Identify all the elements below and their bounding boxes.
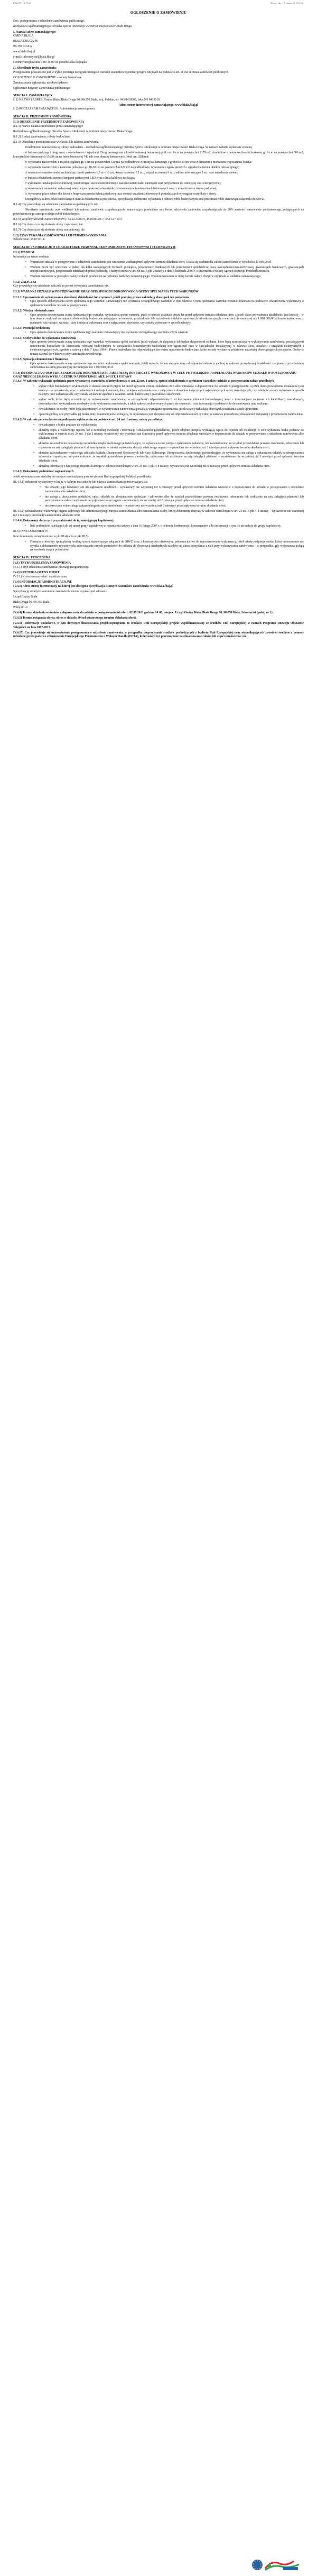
text-block: Szczegółowy zakres robót budowlanych określa dokumentacja projektowa, specyfikacje techniczne wykonania i odbioru robót budowlanych oraz przedmiar robót stanowiące załączniki do SIWZ. [25,198,265,201]
text-block: • Wadium może być wnoszone w jednej lub kilku następujących formach: pieniądzu, poręczeniach bankowych lub poręczeniach spółdzielczej kasy oszczędnościowo-kredytowej, gwarancjach bankowych, gwarancjach ubezpieczeniowych, poręczeniach udzielanych przez podmioty, o których mowa w art. 6b ust. 5 pkt 2 ustawy z dnia 9 listopada 2000 r. o utworzeniu Polskiej Agencji Rozwoju Przedsiębiorczości. [13,266,304,274]
text-block: Inne dokumenty niewymienione w pkt III.4) albo w pkt III.5) [13,535,89,538]
text-block: • Wadium wnoszone w pieniądzu należy wpłacić przelewem na rachunek bankowy zamawiającego. Wadium wnoszone w innej formie należy złożyć w oryginale w siedzibie zamawiającego. [13,275,304,279]
text-block: • lista podmiotów należących do tej samej grupy kapitałowej w rozumieniu ustawy z dnia 16 lutego 2007 r. o ochronie konkurencji i konsumentów albo informacji o tym, że nie należy do grupy kapitałowej; [13,525,304,529]
prow-logo-icon [251,2558,301,2572]
text-block: IV.1.1) Tryb udzielenia zamówienia: przetarg nieograniczony. [13,565,89,569]
text-block: e-mail: inkwestycje@biala.fbaj.pl [13,56,55,59]
text-block: II.1.4) Czy przewiduje się udzielenie zamówień uzupełniających: tak. [13,203,99,207]
text-block: II.1) OKREŚLENIE PRZEDMIOTU ZAMÓWIENIA [13,121,84,124]
text-block: Biała Druga 96, 98-350 Biała [13,601,50,604]
text-block: SEKCJA III: INFORMACJE O CHARAKTERZE PRAWNYM, EKONOMICZNYM, FINANSOWYM I TECHNICZNYM [13,245,175,249]
text-block: Pokój nr 14 [13,606,28,610]
text-block: III.3.5) Sytuacja ekonomiczna i finansowa [13,358,69,362]
text-block: II.1.3) Określenie przedmiotu oraz wielkości lub zakresu zamówienia: [13,141,100,144]
text-block: Specyfikację istotnych warunków zamówienia można uzyskać pod adresem: [13,590,107,593]
text-block: IV.1) TRYB UDZIELENIA ZAMÓWIENIA [13,562,71,565]
text-block: IV.4.16) Informacje dodatkowe, w tym dotyczące finansowania projektu/programu ze środków Unii Europejskiej: projekt współfinansowany ze środków Unii Europejskiej w ramach Programu Rozwoju Obszarów Wiejskich na lata 2007-2013. [13,622,304,629]
text-block: • Opis sposobu dokonywania oceny spełniania tego warunku: zamawiający nie wyznacza szczegółowego warunku w tym zakresie. Ocena spełniania warunku zostanie dokonana na podstawie oświadczenia wykonawcy o spełnianiu warunków udziału w postępowaniu. [13,300,304,308]
text-block: IV.4.17) Czy przewiduje się unieważnienie postępowania o udzielenie zamówienia, w przypadku nieprzyznania środków pochodzących z budżetu Unii Europejskiej oraz niepodlegających zwrotowi środków z pomocy udzielonej przez państwa członkowskie Europejskiego Porozumienia o Wolnym Handlu (EFTA), które miały być przeznaczone na sfinansowanie całości lub części zamówienia: nie. [13,631,304,639]
text-block: • wykaz robót budowlanych wykonanych w okresie ostatnich pięciu lat przed upływem terminu składania ofert albo wniosków o dopuszczenie do udziału w postępowaniu, a jeżeli okres prowadzenia działalności jest krótszy – w tym okresie, wraz z podaniem ich rodzaju i wartości, daty i miejsca wykonania oraz z załączeniem dowodów dotyczących najważniejszych robót, określających, czy roboty te zostały wykonane w sposób należyty oraz wskazujących, czy zostały wykonane zgodnie z zasadami sztuki budowlanej i prawidłowo ukończone; [13,385,304,397]
text-block: II.2) CZAS TRWANIA ZAMÓWIENIA LUB TERMIN WYKONANIA: [13,234,108,237]
text-block: Adres strony internetowej zamawiającego: www.biala.fbaj.pl [118,103,199,107]
text-block: • oświadczenie, że osoby, które będą uczestniczyć w wykonywaniu zamówienia, posiadają wymagane uprawnienia, jeżeli ustawy nakładają obowiązek posiadania takich uprawnień; [13,408,304,412]
text-block: I. Nazwa i adres zamawiającego: [13,30,56,34]
text-block: Godziny urzędowania 7:00-15:00 od poniedziałku do piątku [13,61,87,65]
text-block: SEKCJA II: PRZEDMIOT ZAMÓWIENIA [13,115,71,118]
text-block: III.3.4) Osoby zdolne do wykonania zamówienia [13,336,77,340]
text-block: BIAŁA DRUGA 96 [13,40,38,43]
text-block: Zamieszczanie ogłoszenia: nieobowiązkowe. [13,81,69,85]
text-block: SEKCJA IV: PROCEDURA [13,556,51,559]
text-block: IV.4.4) Termin składania wniosków o dopuszczenie do udziału w postępowaniu lub ofert: 02.07.2013 godzina 10:00, miejsce: Urząd Gminy Biała, Biała Druga 96, 98-350 Biała, Sekretariat (pokój nr 1). [13,611,274,615]
text-block: • nie zalega z uiszczaniem podatków, opłat, składek na ubezpieczenie społeczne i zdrowotne albo że uzyskał przewidziane prawem zwolnienie, odroczenie lub rozłożenie na raty zaległych płatności lub wstrzymanie w całości wykonania decyzji właściwego organu – wystawiony nie wcześniej niż 3 miesiące przed upływem terminu składania ofert; [13,495,304,503]
text-block: Jeżeli wykonawca ma siedzibę lub miejsce zamieszkania poza terytorium Rzeczypospolitej Polskiej, przedkłada: [13,475,152,479]
text-block: GMINA BIAŁA [13,34,34,38]
text-block: IV.4) INFORMACJE ADMINISTRACYJNE [13,581,72,584]
text-block: • oświadczenie o braku podstaw do wykluczenia; [13,424,304,428]
text-block: Postępowanie prowadzone jest w trybie przetargu nieograniczonego o wartości szacunkowej poniżej progów unijnych na podstawie art. 11 ust. 8 Prawa zamówień publicznych. [13,70,229,74]
text-block: Zakończenie: 15.07.2014. [13,238,45,242]
text-block: III.3.3) Potencjał techniczny [13,327,50,330]
text-block: IV.2.1) Kryteria oceny ofert: najniższa cena. [13,575,68,578]
text-block: III.4.3.2) zaświadczenie właściwego organu sądowego lub administracyjnego miejsca zamieszkania albo zamieszkania osoby, której dokumenty dotyczą, w zakresie określonym w art. 24 ust. 1 pkt 4-8 ustawy – wystawione nie wcześniej niż 6 miesięcy przed upływem terminu składania ofert. [13,510,304,517]
text-block: • aktualne zaświadczenie właściwego oddziału Zakładu Ubezpieczeń Społecznych lub Kasy Rolniczego Ubezpieczenia Społecznego potwierdzające, że wykonawca nie zalega z opłacaniem składek na ubezpieczenia zdrowotne i społeczne, lub potwierdzenie, że uzyskał przewidziane prawem zwolnienie, odroczenie lub rozłożenie na raty zaległych płatności – wystawione nie wcześniej niż 3 miesiące przed upływem terminu składania ofert; [13,452,304,464]
text-block: • opłaconą polisę, a w przypadku jej braku, inny dokument potwierdzający, że wykonawca jest ubezpieczony od odpowiedzialności cywilnej w zakresie prowadzonej działalności związanej z przedmiotem zamówienia. [13,413,304,417]
text-block: • Opis sposobu dokonywania oceny spełniania tego warunku: wykonawca spełni warunek, jeżeli wykaże, że dysponuje lub będzie dysponował osobami, które będą uczestniczyć w wykonywaniu zamówienia, posiadającymi uprawnienia budowlane do kierowania robotami budowlanymi w specjalności konstrukcyjno-budowlanej bez ograniczeń oraz w specjalności instalacyjnej w zakresie sieci, instalacji i urządzeń elektrycznych i elektroenergetycznych, zgodnie z ustawą z dnia 7 lipca 1994 r. Prawo budowlane lub odpowiadające im ważne uprawnienia budowlane, które zostały wydane na podstawie wcześniej obowiązujących przepisów. Osoby te muszą należeć do właściwej izby samorządu zawodowego. [13,341,304,356]
document-date: Biała, dn. 17 czerwca 2013 r. [271,2,304,5]
text-block: g/ wykonanie i ustawienie zadaszonej wiaty wypoczynkowej o konstrukcji drewnianej na fundamentach betonowych wraz z utwardzeniem terenu pod wiatą; [25,187,218,191]
text-block: OGŁOSZENIE O ZAMÓWIENIU – roboty budowlane [13,76,82,79]
text-block: III.4.2) W zakresie potwierdzenia niepodlegania wykluczeniu na podstawie art. 24 ust. 1 ustawy, należy przedłożyć: [13,418,164,421]
text-block: III.6) INNE DOKUMENTY [13,529,49,533]
text-block: • nie otwarto jego likwidacji ani nie ogłoszono upadłości – wystawiony nie wcześniej niż 6 miesięcy przed upływem terminu składania wniosków o dopuszczenie do udziału w postępowaniu o udzielenie zamówienia albo składania ofert; [13,486,304,494]
text-block: III.2) ZALICZKI [13,280,36,284]
text-block: Rozbudowa ogólnodostępnego Ośrodka Sportu i Rekreacji w centrum miejscowości Biała Druga [13,25,132,29]
text-block: III.4) INFORMACJA O OŚWIADCZENIACH LUB DOKUMENTACH, JAKIE MAJĄ DOSTARCZYĆ WYKONAWCY W CELU POTWIERDZENIA SPEŁNIANIA WARUNKÓW UDZIAŁU W POSTĘPOWANIU ORAZ NIEPODLEGANIA WYKLUCZENIU NA PODSTAWIE ART. 24 UST. 1 USTAWY [13,371,296,379]
text-block: • aktualną informację z Krajowego Rejestru Karnego w zakresie określonym w art. 24 ust. 1 pkt 4-8 ustawy, wystawioną nie wcześniej niż 6 miesięcy przed upływem terminu składania ofert. [13,465,304,469]
text-block: Czy przewiduje się udzielenie zaliczek na poczet wykonania zamówienia: nie. [13,284,109,288]
text-block: I. 2) RODZAJ ZAMAWIAJĄCEGO: Administracja samorządowa. [13,107,96,111]
text-block: Urząd Gminy Biała [13,595,38,599]
document-body [13,20,304,639]
text-block: b/ wykonanie nawierzchni z mączki ceglanej gr. 5 cm na powierzchni 510 m2 na podbudowie z kruszywa łamanego o grubości 20 cm wraz z drenażem i montażem wyposażenia boiska; [25,160,252,164]
text-block: d/ montażu elementów małej architektury: ławki parkowe 1,5 m – 16 szt., kosze na śmieci 12 szt., stojaki na rowery 6 szt., tablice informacyjne 3 szt. oraz nasadzenia zieleni; [25,171,238,174]
text-block: III.3.1) Uprawnienia do wykonywania określonej działalności lub czynności, jeżeli przepisy prawa nakładają obowiązek ich posiadania [13,296,189,299]
text-block: e/ budowa oświetlenia terenu z lampami parkowymi LED wraz z linią kablową zasilającą; [25,177,136,180]
text-block: SEKCJA I: ZAMAWIAJĄCY [13,94,53,98]
text-block: II.1.7) Czy dopuszcza się złożenie oferty wariantowej: nie. [13,228,86,232]
text-block: III.4.3.1) dokument wystawiony w kraju, w którym ma siedzibę lub miejsce zamieszkania potwierdzający, że: [13,480,148,484]
text-block: • Opis sposobu dokonywania oceny spełniania tego warunku: zamawiający nie wyznacza szczegółowego warunku w tym zakresie. [13,331,304,335]
text-block: • aktualny odpis z właściwego rejestru lub z centralnej ewidencji i informacji o działalności gospodarczej, jeżeli odrębne przepisy wymagają wpisu do rejestru lub ewidencji, w celu wykazania braku podstaw do wykluczenia w oparciu o art. 24 ust. 1 pkt 2 ustawy, wystawiony nie wcześniej niż 6 miesięcy przed upływem terminu składania wniosków o dopuszczenie do udziału w postępowaniu o udzielenie zamówienia albo składania ofert; [13,429,304,441]
text-block: IV.2) KRYTERIA OCENY OFERT [13,571,60,575]
text-block: III.4.4) Dokumenty dotyczące przynależności do tej samej grupy kapitałowej [13,519,114,522]
text-block: Ogłoszenie dotyczy: zamówienia publicznego. [13,86,71,90]
text-block: II.1.6) Czy dopuszcza się złożenie oferty częściowej: nie. [13,223,84,226]
text-block: • Opis sposobu dokonywania oceny spełniania tego warunku: wykonawca spełni warunek, jeżeli wykaże, że jest ubezpieczony od odpowiedzialności cywilnej w zakresie prowadzonej działalności związanej z przedmiotem zamówienia na sumę gwarancyjną nie mniejszą niż 1 000 000,00 zł. [13,362,304,370]
text-block: • wykaz osób, które będą uczestniczyć w wykonywaniu zamówienia, w szczególności odpowiedzialnych za kierowanie robotami budowlanymi, wraz z informacjami na temat ich kwalifikacji zawodowych, doświadczenia i wykształcenia niezbędnych do wykonania zamówienia, a także zakresu wykonywanych przez nie czynności, oraz informacją o podstawie do dysponowania tymi osobami; [13,398,304,406]
reference-number: DW.271.3.2013 [13,2,32,5]
text-block: • Warunkiem udziału w postępowaniu o udzielenie zamówienia jest wniesienie wadium przed upływem terminu składania ofert. Ustala się wadium dla całości zamówienia w wysokości 20 000,00 zł. [13,261,304,265]
text-block: Informacja na temat wadium: [13,255,50,259]
text-block: IV.4.5) Termin związania ofertą: okres w dniach: 30 (od ostatecznego terminu składania ofert). [13,617,137,620]
text-block: • nie orzeczono wobec niego zakazu ubiegania się o zamówienie – wystawiony nie wcześniej niż 6 miesięcy przed upływem terminu składania ofert; [13,504,304,509]
text-block: h/ wykonanie placu zabaw dla dzieci z bezpieczną nawierzchnią piaskową oraz montaż urządzeń zabawowych posiadających wymagane certyfikaty i atesty. [25,192,217,196]
text-block: IV.4.1) Adres strony internetowej, na której jest dostępna specyfikacja istotnych warunków zamówienia: www.biala.fbaj.pl [13,584,173,588]
text-block: Określenie przedmiotu oraz wielkości lub zakresu zamówień uzupełniających: zamawiający przewiduje możliwość udzielenia zamówień uzupełniających do 20% wartości zamówienia podstawowego, polegających na powtórzeniu tego samego rodzaju robót budowlanych. [13,208,304,216]
document-title: OGŁOSZENIE O ZAMÓWIENIU [130,11,187,15]
text-block: f/ wykonanie instalacji oświetleniowej, monitoringu i sieci teletechnicznej z zastosowaniem kabli ziemnych oraz przyłączenie do istniejącej sieci energetycznej; [25,182,221,186]
text-block: a/ budowa parkingu i drogi wraz z oświetleniem i wjazdami. Drogi wewnętrzne z kostki brukowej betonowej gr. 8 cm i 6 cm na powierzchni 2179 m2, chodników z betonowej kostki brukowej gr. 6 cm na powierzchni 386 m2, krawężników betonowych 15x30 cm na ławie betonowej 740 mb oraz obrzeży betonowych 30x8 cm 1028 mb; [13,151,304,159]
text-block: III.3.2) Wiedza i doświadczenie [13,309,54,313]
text-block: II. Określenie trybu zamówienia: [13,67,57,70]
text-block: III.4.3) Dokumenty podmiotów zagranicznych [13,470,74,473]
page-header [13,2,304,6]
text-block: • aktualne zaświadczenie właściwego naczelnika urzędu skarbowego potwierdzające, że wykonawca nie zalega z opłacaniem podatków, lub zaświadczenie, że uzyskał przewidziane prawem zwolnienie, odroczenie lub rozłożenie na raty zaległych płatności lub wstrzymanie w całości wykonania decyzji właściwego organu – wystawione nie wcześniej niż 3 miesiące przed upływem terminu składania ofert; [13,442,304,450]
text-block: I. 1) NAZWA I ADRES: Gmina Biała, Biała Druga 96, 98-350 Biała, woj. łódzkie, tel. 043 8419000, faks 043 8419010. [13,98,161,102]
text-block: II.1.2) Rodzaj zamówienia: roboty budowlane. [13,135,71,139]
text-block: II.1.5) Wspólny Słownik Zamówień (CPV): 45.22.33.00-9, 45.00.00.00-7, 45.11.27.10-5. [13,217,123,221]
text-block: • Formularz ofertowy sporządzony według wzoru stanowiącego załącznik do SIWZ wraz z kosztorysem ofertowym; pełnomocnictwo do reprezentowania wykonawcy, jeżeli ofertę podpisuje osoba, której umocowanie nie wynika z dokumentów rejestrowych; zobowiązanie innych podmiotów do oddania do dyspozycji niezbędnych zasobów na okres korzystania z nich przy wykonywaniu zamówienia – w przypadku, gdy wykonawca polega na zasobach innych podmiotów. [13,540,304,553]
text-block: Przedmiotem zamówienia są roboty budowlane – rozbudowa ogólnodostępnego Ośrodka Sportu i Rekreacji w centrum miejscowości Biała Druga. W ramach zadania wykonane zostaną: [25,146,253,150]
text-block: III.1) WADIUM [13,251,34,255]
text-block: • Opis sposobu dokonywania oceny spełniania tego warunku: wykonawca spełni warunek, jeżeli w okresie ostatnich pięciu lat przed upływem terminu składania ofert, a jeżeli okres prowadzenia działalności jest krótszy – w tym okresie, wykonał co najmniej dwie roboty budowlane polegające na budowie, przebudowie lub rozbudowie obiektów sportowych lub rekreacyjnych o wartości nie mniejszej niż 1 000 000,00 zł brutto każda, wraz z podaniem ich rodzaju i wartości, daty i miejsca wykonania oraz z załączeniem dowodów, czy zostały wykonane w sposób należyty. [13,314,304,326]
text-block: II.1.1) Nazwa nadana zamówieniu przez zamawiającego: [13,125,83,128]
text-block: Dot.: postępowania o udzielenie zamówienia publicznego: [13,20,85,23]
text-block: www.biala.fbaj.pl [13,50,35,54]
text-block: c/ wykonanie nawierzchni z kamienia polnego o gr. 18-30 cm na powierzchni 627 m2 na podbudowie, wykonanie ciągów pieszych i ogrodzenia terenu obiektu rekreacyjnego; [25,165,239,169]
text-block: III.4.1) W zakresie wykazania spełniania przez wykonawcę warunków, o których mowa w art. 22 ust. 1 ustawy, oprócz oświadczenia o spełnianiu warunków udziału w postępowaniu należy przedłożyć: [13,379,274,383]
text-block: III.3) WARUNKI UDZIAŁU W POSTĘPOWANIU ORAZ OPIS SPOSOBU DOKONYWANIA OCENY SPEŁNIANIA TYCH WARUNKÓW [13,290,199,294]
text-block: Rozbudowa ogólnodostępnego Ośrodka Sportu i Rekreacji w centrum miejscowości Biała Druga. [13,130,133,134]
text-block: 98-350 BIAŁA [13,45,32,49]
